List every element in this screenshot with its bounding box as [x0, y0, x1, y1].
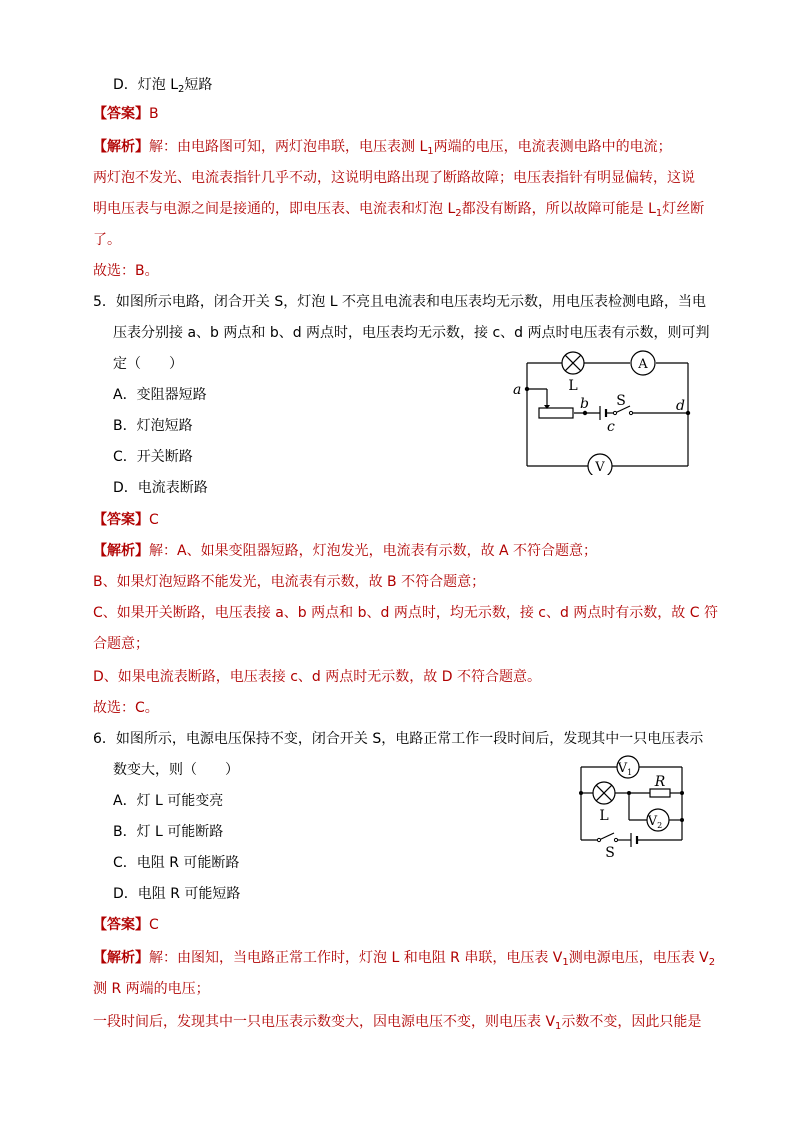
- point-a-label: a: [513, 382, 522, 398]
- analysis-label: 【解析】: [93, 139, 149, 155]
- q5-option-b: B．灯泡短路: [113, 418, 193, 434]
- analysis-label: 【解析】: [93, 543, 149, 559]
- q5-stem-line-3: 定（ ）: [113, 356, 183, 372]
- q5-analysis-line-5: D、如果电流表断路，电压表接 c、d 两点时无示数，故 D 不符合题意。: [93, 669, 541, 685]
- answer-label: 【答案】: [93, 917, 149, 933]
- point-d-label: d: [676, 398, 685, 414]
- q5-option-d: D．电流表断路: [113, 480, 208, 496]
- rheostat-icon: [539, 408, 573, 418]
- q6-stem-line-1: 6．如图所示，电源电压保持不变，闭合开关 S，电路正常工作一段时间后，发现其中一只电压表示: [93, 731, 704, 747]
- q5-stem-line-2: 压表分别接 a、b 两点和 b、d 两点时，电压表均无示数，接 c、d 两点时电压表有示数，则可判: [113, 325, 710, 341]
- q6-answer: [93, 915, 159, 935]
- q4-answer: [93, 104, 159, 124]
- lamp-icon: [593, 782, 615, 804]
- point-b-label: b: [580, 396, 589, 412]
- voltmeter-label: V: [595, 460, 605, 475]
- switch-label: S: [616, 393, 626, 409]
- ammeter-label: A: [638, 357, 648, 372]
- q5-analysis-line-2: B、如果灯泡短路不能发光，电流表有示数，故 B 不符合题意；: [93, 574, 486, 590]
- q6-analysis-line-2: 测 R 两端的电压；: [93, 981, 210, 997]
- q6-option-a: A．灯 L 可能变亮: [113, 793, 224, 809]
- analysis-label: 【解析】: [93, 950, 149, 966]
- q4-analysis-line-3: 明电压表与电源之间是接通的，即电压表、电流表和灯泡 $L_2$都没有断路，所以故障可能是 $L_1$灯丝断: [93, 201, 705, 219]
- answer-label: 【答案】: [93, 106, 149, 122]
- q4-option-d: D．灯泡 $L_2$短路: [113, 77, 213, 95]
- resistor-icon: [650, 789, 670, 797]
- q6-option-d: D．电阻 R 可能短路: [113, 886, 241, 902]
- q5-circuit-diagram: [505, 345, 705, 475]
- switch-label: S: [605, 845, 615, 861]
- q4-analysis-line-1: 【解析】解：由电路图可知，两灯泡串联，电压表测 $L_1$两端的电压，电流表测电路中的电流；: [93, 139, 672, 157]
- answer-value: B: [149, 106, 159, 122]
- q5-analysis-line-1: 【解析】解：A、如果变阻器短路，灯泡发光，电流表有示数，故 A 不符合题意；: [93, 543, 598, 559]
- answer-label: 【答案】: [93, 512, 149, 528]
- q5-analysis-line-3: C、如果开关断路，电压表接 a、b 两点和 b、d 两点时，均无示数，接 c、d 两点时有示数，故 C 符: [93, 605, 718, 621]
- q5-answer: [93, 510, 159, 530]
- q6-option-c: C．电阻 R 可能断路: [113, 855, 240, 871]
- v1-label: $V_1$: [617, 761, 633, 777]
- q5-option-a: A．变阻器短路: [113, 387, 207, 403]
- resistor-label: R: [654, 774, 666, 790]
- q4-analysis-line-4: 了。: [93, 232, 121, 248]
- q6-analysis-line-3: 一段时间后，发现其中一只电压表示数变大，因电源电压不变，则电压表 $V_1$示数不变，因此只能是: [93, 1014, 702, 1032]
- lamp-icon: [562, 352, 584, 374]
- lamp-label: L: [568, 378, 578, 394]
- q5-option-c: C．开关断路: [113, 449, 193, 465]
- q4-analysis-line-2: 两灯泡不发光、电流表指针几乎不动，这说明电路出现了断路故障；电压表指针有明显偏转，这说: [93, 170, 695, 186]
- answer-value: C: [149, 917, 159, 933]
- point-c-label: c: [607, 419, 615, 435]
- q5-analysis-line-4: 合题意；: [93, 636, 149, 652]
- q6-stem-line-2: 数变大，则（ ）: [113, 762, 239, 778]
- node-a: [525, 387, 529, 391]
- q6-option-b: B．灯 L 可能断路: [113, 824, 224, 840]
- answer-value: C: [149, 512, 159, 528]
- q6-analysis-line-1: 【解析】解：由图知，当电路正常工作时，灯泡 L 和电阻 R 串联，电压表 $V_1$测电源电压，电压表 $V_2$: [93, 950, 716, 968]
- lamp-label: L: [599, 808, 609, 824]
- q4-choose: 故选：B。: [93, 263, 159, 279]
- q5-stem-line-1: 5．如图所示电路，闭合开关 S，灯泡 L 不亮且电流表和电压表均无示数，用电压表检测电路，当电: [93, 294, 706, 310]
- q5-choose: 故选：C。: [93, 700, 159, 716]
- v2-label: $V_2$: [647, 814, 663, 830]
- node-d: [686, 411, 690, 415]
- q6-circuit-diagram: [570, 752, 695, 862]
